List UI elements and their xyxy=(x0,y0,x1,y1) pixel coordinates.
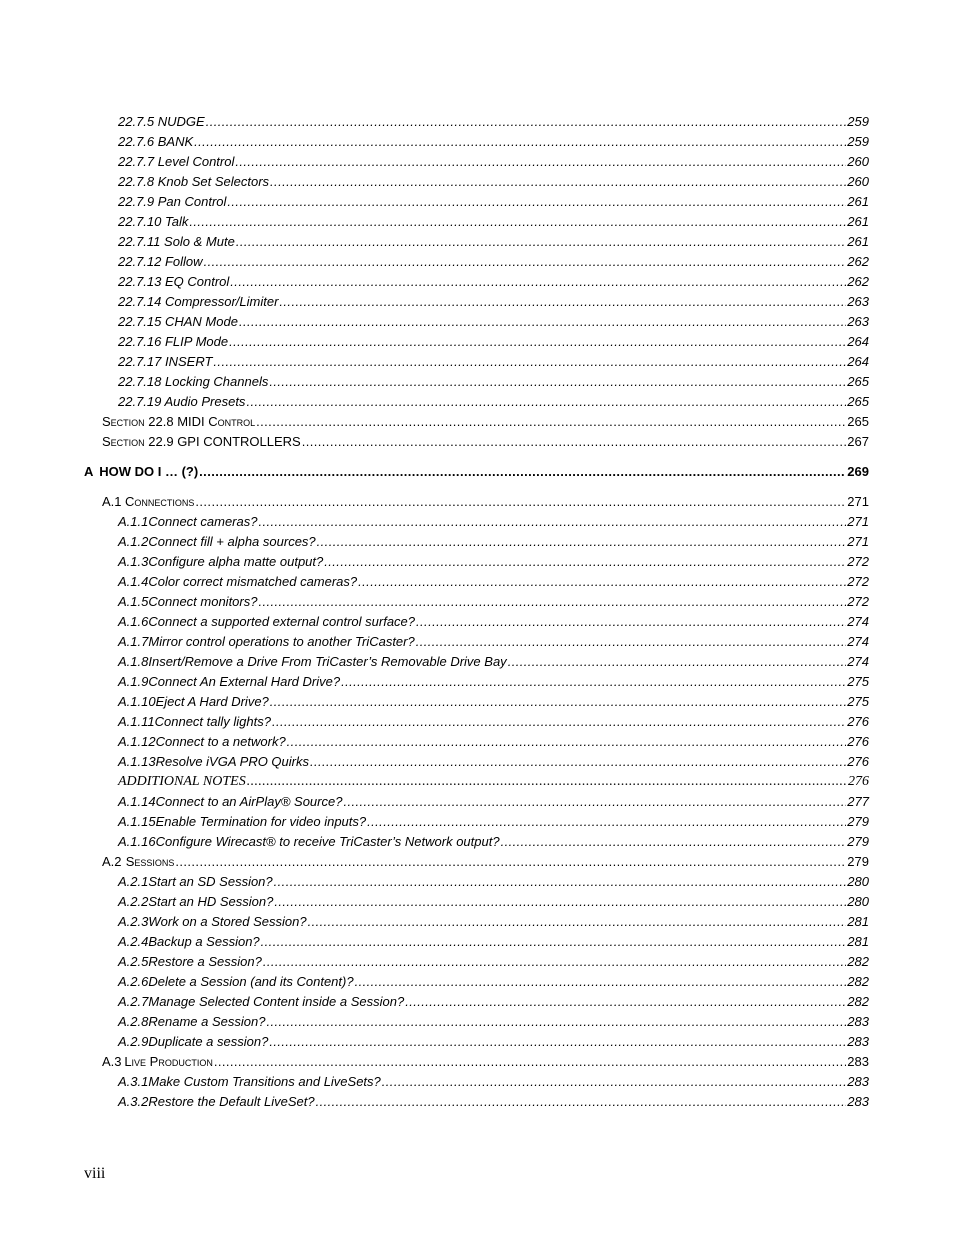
toc-entry-page: 263 xyxy=(847,294,869,309)
toc-entry[interactable] xyxy=(118,972,869,992)
toc-entry-page: 283 xyxy=(847,1034,869,1049)
toc-entry[interactable] xyxy=(118,252,869,272)
toc-entry-page: 276 xyxy=(848,774,869,789)
toc-entry-title: Restore the Default LiveSet? xyxy=(148,1094,315,1109)
toc-entry-page: 279 xyxy=(847,814,869,829)
toc-entry-title: 22.7.14 Compressor/Limiter xyxy=(118,294,279,309)
toc-dot-leader xyxy=(316,1092,847,1112)
toc-entry[interactable] xyxy=(102,432,869,452)
toc-entry[interactable] xyxy=(118,272,869,292)
toc-dot-leader xyxy=(235,152,846,172)
toc-entry-title: 22.7.7 Level Control xyxy=(118,154,235,169)
toc-entry[interactable] xyxy=(118,912,869,932)
toc-entry[interactable] xyxy=(118,632,869,652)
toc-entry-title: Mirror control operations to another TriCaster? xyxy=(148,634,415,649)
toc-entry[interactable] xyxy=(118,172,869,192)
toc-entry-page: 260 xyxy=(847,154,869,169)
toc-entry[interactable] xyxy=(118,372,869,392)
toc-entry-page: 283 xyxy=(847,1074,869,1089)
toc-entry-title: Sessions xyxy=(125,854,175,869)
toc-entry[interactable] xyxy=(118,652,869,672)
toc-dot-leader xyxy=(247,772,847,792)
toc-entry-page: 264 xyxy=(847,334,869,349)
toc-entry-page: 261 xyxy=(847,194,869,209)
toc-dot-leader xyxy=(358,572,846,592)
toc-entry[interactable] xyxy=(118,892,869,912)
toc-entry[interactable] xyxy=(102,1052,869,1072)
toc-entry-page: 275 xyxy=(847,674,869,689)
toc-entry-title: Work on a Stored Session? xyxy=(148,914,307,929)
toc-dot-leader xyxy=(256,412,846,432)
toc-entry-page: 276 xyxy=(847,754,869,769)
toc-entry-number: A.1.10 xyxy=(118,694,156,709)
toc-dot-leader xyxy=(269,1032,846,1052)
toc-entry[interactable] xyxy=(118,512,869,532)
toc-entry[interactable] xyxy=(118,212,869,232)
toc-entry[interactable] xyxy=(118,312,869,332)
toc-entry-number: A xyxy=(84,464,94,479)
toc-dot-leader xyxy=(287,732,847,752)
toc-entry-number: A.1.4 xyxy=(118,574,149,589)
toc-entry-page: 276 xyxy=(847,714,869,729)
toc-entry-page: 271 xyxy=(847,514,869,529)
toc-entry[interactable] xyxy=(118,772,869,792)
toc-entry-number: A.2.8 xyxy=(118,1014,149,1029)
toc-entry-title: Eject A Hard Drive? xyxy=(155,694,269,709)
toc-entry-page: 283 xyxy=(847,1054,869,1069)
toc-entry-page: 282 xyxy=(847,994,869,1009)
toc-entry-number: A.1.15 xyxy=(118,814,156,829)
toc-entry-page: 259 xyxy=(847,114,869,129)
toc-dot-leader xyxy=(236,232,846,252)
toc-entry-title: Duplicate a session? xyxy=(148,1034,269,1049)
toc-entry-title: 22.7.6 BANK xyxy=(118,134,194,149)
toc-dot-leader xyxy=(258,592,846,612)
toc-entry-title: Connections xyxy=(124,494,195,509)
toc-entry-title: Live Production xyxy=(124,1054,213,1069)
toc-entry[interactable] xyxy=(118,952,869,972)
toc-dot-leader xyxy=(324,552,846,572)
toc-entry-number: A.1 xyxy=(102,494,122,509)
toc-entry-title: Start an SD Session? xyxy=(148,874,273,889)
toc-entry-number: A.1.13 xyxy=(118,754,156,769)
toc-entry-number: A.2.2 xyxy=(118,894,149,909)
toc-entry-page: 281 xyxy=(847,934,869,949)
toc-entry-title: Start an HD Session? xyxy=(148,894,274,909)
toc-entry-page: 283 xyxy=(847,1014,869,1029)
toc-entry-number: A.3.2 xyxy=(118,1094,149,1109)
toc-entry-page: 275 xyxy=(847,694,869,709)
toc-entry-title: 22.7.15 CHAN Mode xyxy=(118,314,238,329)
toc-entry-number: A.2.6 xyxy=(118,974,149,989)
toc-entry[interactable] xyxy=(118,292,869,312)
toc-entry-page: 262 xyxy=(847,254,869,269)
toc-dot-leader xyxy=(206,112,847,132)
toc-entry[interactable] xyxy=(84,462,869,482)
toc-dot-leader xyxy=(229,332,846,352)
toc-entry-page: 261 xyxy=(847,214,869,229)
toc-entry-title: Connect to a network? xyxy=(155,734,286,749)
toc-dot-leader xyxy=(508,652,847,672)
toc-entry-title: Manage Selected Content inside a Session? xyxy=(148,994,405,1009)
toc-entry-page: 280 xyxy=(847,874,869,889)
toc-dot-leader xyxy=(317,532,847,552)
toc-entry[interactable] xyxy=(118,832,869,852)
toc-entry-number: A.1.8 xyxy=(118,654,149,669)
toc-entry-number: A.3.1 xyxy=(118,1074,149,1089)
toc-entry[interactable] xyxy=(118,612,869,632)
toc-entry[interactable] xyxy=(118,392,869,412)
toc-entry[interactable] xyxy=(118,232,869,252)
toc-entry-number: A.1.9 xyxy=(118,674,149,689)
toc-entry-title: 22.7.8 Knob Set Selectors xyxy=(118,174,270,189)
toc-entry-title: Insert/Remove a Drive From TriCaster’s Removable Drive Bay xyxy=(148,654,507,669)
toc-entry[interactable] xyxy=(118,932,869,952)
toc-entry-title: 22.7.19 Audio Presets xyxy=(118,394,246,409)
toc-entry-page: 264 xyxy=(847,354,869,369)
toc-dot-leader xyxy=(270,172,846,192)
toc-entry-title: Section 22.9 GPI CONTROLLERS xyxy=(102,434,301,449)
toc-entry-page: 259 xyxy=(847,134,869,149)
toc-entry-title: Enable Termination for video inputs? xyxy=(155,814,367,829)
toc-entry-title: Color correct mismatched cameras? xyxy=(148,574,358,589)
toc-entry-title: Configure alpha matte output? xyxy=(148,554,324,569)
toc-entry[interactable] xyxy=(118,1012,869,1032)
toc-dot-leader xyxy=(308,912,847,932)
toc-entry-number: A.2.1 xyxy=(118,874,149,889)
toc-dot-leader xyxy=(189,212,846,232)
toc-entry[interactable] xyxy=(118,1092,869,1112)
toc-dot-leader xyxy=(263,952,846,972)
toc-dot-leader xyxy=(272,712,846,732)
toc-entry[interactable] xyxy=(118,352,869,372)
toc-entry-title: Configure Wirecast® to receive TriCaster’s Network output? xyxy=(155,834,500,849)
toc-entry[interactable] xyxy=(118,192,869,212)
toc-entry-title: 22.7.10 Talk xyxy=(118,214,189,229)
toc-entry[interactable] xyxy=(118,572,869,592)
toc-dot-leader xyxy=(416,632,847,652)
toc-entry-title: Connect a supported external control surface? xyxy=(148,614,416,629)
toc-entry[interactable] xyxy=(118,992,869,1012)
toc-entry-title: 22.7.11 Solo & Mute xyxy=(118,234,235,249)
toc-entry-number: A.1.12 xyxy=(118,734,156,749)
toc-dot-leader xyxy=(246,392,846,412)
toc-entry-number: A.2.7 xyxy=(118,994,149,1009)
toc-entry-title: 22.7.5 NUDGE xyxy=(118,114,205,129)
toc-dot-leader xyxy=(302,432,847,452)
toc-entry-number: A.2.9 xyxy=(118,1034,149,1049)
toc-entry-number: A.1.6 xyxy=(118,614,149,629)
page-number: viii xyxy=(84,1165,106,1182)
toc-entry-page: 274 xyxy=(847,614,869,629)
toc-entry-title: HOW DO I … (?) xyxy=(99,464,199,479)
toc-entry-title: 22.7.18 Locking Channels xyxy=(118,374,269,389)
toc-dot-leader xyxy=(341,672,846,692)
toc-dot-leader xyxy=(230,272,846,292)
toc-entry-number: A.1.16 xyxy=(118,834,156,849)
toc-entry-page: 282 xyxy=(847,954,869,969)
toc-entry-title: Rename a Session? xyxy=(148,1014,266,1029)
toc-entry-number: A.2.3 xyxy=(118,914,149,929)
toc-entry-title: 22.7.13 EQ Control xyxy=(118,274,230,289)
toc-dot-leader xyxy=(214,1052,846,1072)
toc-entry[interactable] xyxy=(118,592,869,612)
toc-entry[interactable] xyxy=(118,692,869,712)
toc-entry-title: Resolve iVGA PRO Quirks xyxy=(155,754,309,769)
toc-entry-page: 271 xyxy=(847,494,869,509)
toc-entry-title: Backup a Session? xyxy=(148,934,260,949)
toc-entry-number: A.3 xyxy=(102,1054,122,1069)
toc-dot-leader xyxy=(204,252,847,272)
toc-dot-leader xyxy=(274,872,847,892)
toc-entry[interactable] xyxy=(118,752,869,772)
toc-dot-leader xyxy=(258,512,846,532)
toc-entry-page: 272 xyxy=(847,554,869,569)
toc-dot-leader xyxy=(501,832,847,852)
toc-entry-page: 274 xyxy=(847,634,869,649)
toc-entry[interactable] xyxy=(118,712,869,732)
toc-entry-title: Connect tally lights? xyxy=(154,714,271,729)
toc-dot-leader xyxy=(416,612,846,632)
toc-entry-number: A.2.5 xyxy=(118,954,149,969)
toc-entry[interactable] xyxy=(118,552,869,572)
toc-entry-number: A.1.7 xyxy=(118,634,149,649)
toc-entry-page: 265 xyxy=(847,414,869,429)
toc-entry-page: 277 xyxy=(847,794,869,809)
toc-entry-page: 269 xyxy=(847,464,869,479)
toc-dot-leader xyxy=(266,1012,846,1032)
toc-entry-page: 280 xyxy=(847,894,869,909)
toc-entry-number: A.1.11 xyxy=(118,714,155,729)
toc-entry-title: ADDITIONAL NOTES xyxy=(118,774,246,789)
toc-entry[interactable] xyxy=(118,132,869,152)
toc-dot-leader xyxy=(261,932,847,952)
toc-entry-page: 263 xyxy=(847,314,869,329)
toc-dot-leader xyxy=(194,132,846,152)
toc-entry-page: 260 xyxy=(847,174,869,189)
toc-entry-number: A.1.1 xyxy=(118,514,149,529)
toc-entry-page: 265 xyxy=(847,394,869,409)
toc-entry[interactable] xyxy=(118,872,869,892)
toc-dot-leader xyxy=(274,892,846,912)
toc-dot-leader xyxy=(199,462,846,482)
toc-entry-title: 22.7.17 INSERT xyxy=(118,354,213,369)
toc-entry-page: 271 xyxy=(847,534,869,549)
toc-entry[interactable] xyxy=(118,1032,869,1052)
toc-dot-leader xyxy=(405,992,846,1012)
toc-entry-title: Restore a Session? xyxy=(148,954,262,969)
toc-dot-leader xyxy=(213,352,846,372)
toc-dot-leader xyxy=(382,1072,847,1092)
toc-entry-page: 274 xyxy=(847,654,869,669)
toc-entry[interactable] xyxy=(118,332,869,352)
toc-entry[interactable] xyxy=(118,112,869,132)
toc-entry-page: 283 xyxy=(847,1094,869,1109)
toc-entry[interactable] xyxy=(102,492,869,512)
toc-dot-leader xyxy=(310,752,846,772)
toc-dot-leader xyxy=(343,792,846,812)
toc-entry-page: 261 xyxy=(847,234,869,249)
toc-entry[interactable] xyxy=(118,812,869,832)
toc-entry[interactable] xyxy=(118,1072,869,1092)
toc-entry-number: A.1.2 xyxy=(118,534,149,549)
toc-entry-title: Connect fill + alpha sources? xyxy=(148,534,316,549)
toc-entry-page: 279 xyxy=(847,834,869,849)
toc-entry-title: Connect An External Hard Drive? xyxy=(148,674,341,689)
toc-entry-number: A.2 xyxy=(102,854,122,869)
toc-entry-page: 262 xyxy=(847,274,869,289)
toc-dot-leader xyxy=(227,192,846,212)
toc-entry[interactable] xyxy=(118,732,869,752)
toc-entry-number: A.1.5 xyxy=(118,594,149,609)
toc-entry[interactable] xyxy=(102,852,869,872)
toc-dot-leader xyxy=(355,972,847,992)
toc-entry-title: 22.7.12 Follow xyxy=(118,254,203,269)
toc-entry-title: Delete a Session (and its Content)? xyxy=(148,974,354,989)
toc-entry[interactable] xyxy=(118,672,869,692)
toc-entry-page: 281 xyxy=(847,914,869,929)
toc-entry-title: Connect monitors? xyxy=(148,594,258,609)
toc-entry-title: Section 22.8 MIDI Control xyxy=(102,414,256,429)
toc-entry-title: Connect cameras? xyxy=(148,514,258,529)
toc-entry-page: 272 xyxy=(847,594,869,609)
toc-entry-title: 22.7.16 FLIP Mode xyxy=(118,334,229,349)
toc-dot-leader xyxy=(175,852,846,872)
toc-dot-leader xyxy=(279,292,846,312)
toc-entry-page: 282 xyxy=(847,974,869,989)
toc-dot-leader xyxy=(269,372,846,392)
toc-entry-number: A.1.3 xyxy=(118,554,149,569)
toc-entry[interactable] xyxy=(118,792,869,812)
toc-entry[interactable] xyxy=(118,152,869,172)
toc-dot-leader xyxy=(270,692,847,712)
toc-entry-number: A.1.14 xyxy=(118,794,156,809)
toc-entry-page: 272 xyxy=(847,574,869,589)
toc-dot-leader xyxy=(239,312,846,332)
toc-entry[interactable] xyxy=(118,532,869,552)
toc-entry-page: 276 xyxy=(847,734,869,749)
toc-entry-title: 22.7.9 Pan Control xyxy=(118,194,227,209)
toc-entry-page: 279 xyxy=(847,854,869,869)
toc-entry[interactable] xyxy=(102,412,869,432)
toc-dot-leader xyxy=(367,812,846,832)
toc-entry-number: A.2.4 xyxy=(118,934,149,949)
toc-entry-page: 265 xyxy=(847,374,869,389)
toc-entry-title: Connect to an AirPlay® Source? xyxy=(155,794,343,809)
toc-entry-title: Make Custom Transitions and LiveSets? xyxy=(148,1074,381,1089)
toc-entry-page: 267 xyxy=(847,434,869,449)
toc-dot-leader xyxy=(195,492,846,512)
